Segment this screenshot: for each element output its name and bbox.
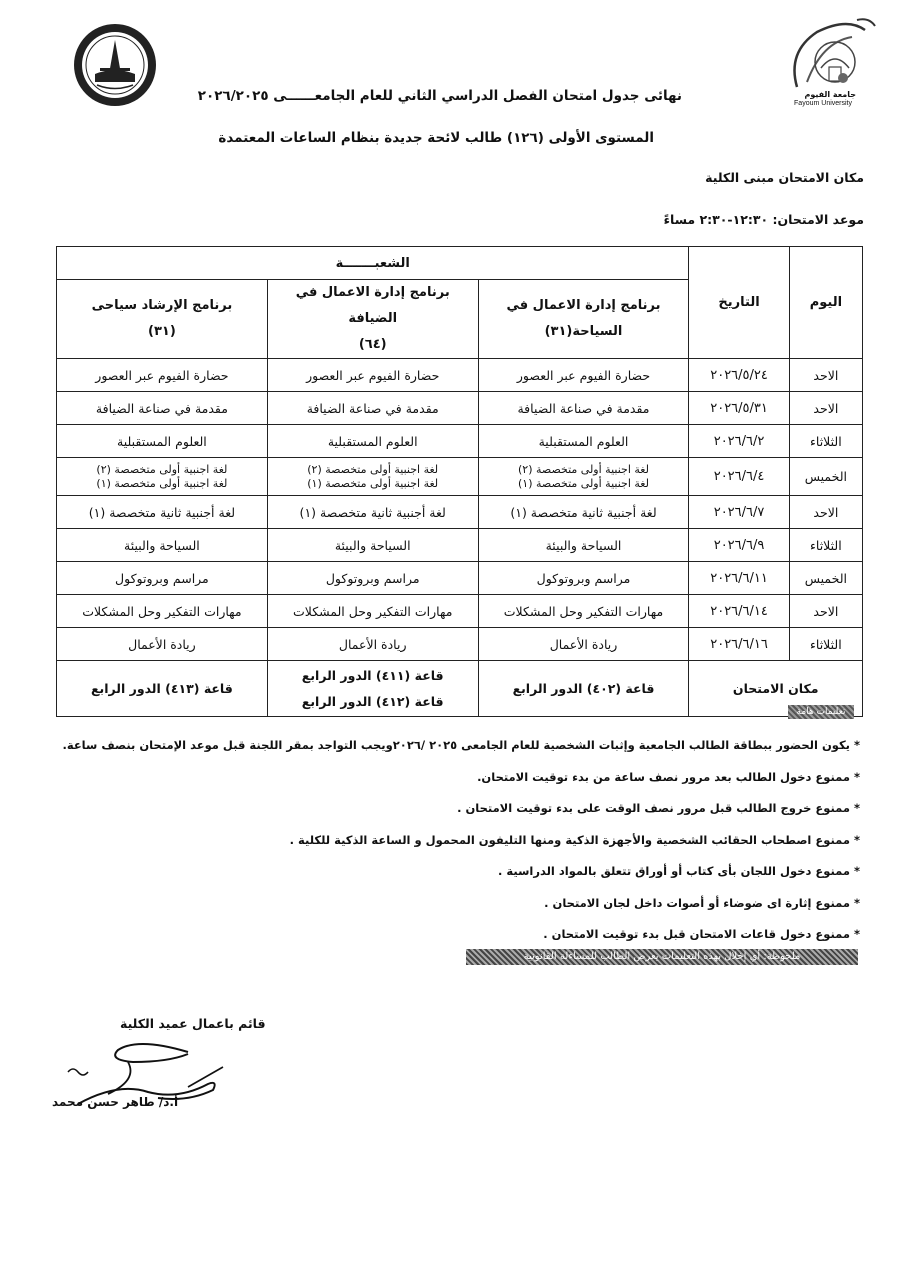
row-day: الاحد [789, 359, 862, 392]
row-day: الاحد [789, 392, 862, 425]
row-subject: السياحة والبيئة [478, 529, 689, 562]
program-count: السياحة(٣١) [544, 324, 623, 339]
level-subtitle: المستوى الأولى (١٢٦) طالب لائحة جديدة بنظام الساعات المعتمدة [218, 130, 654, 146]
exam-rooms-row [57, 661, 863, 717]
row-day: الاحد [789, 595, 862, 628]
row-day: الثلاثاء [789, 628, 862, 661]
table-row [57, 595, 863, 628]
instructions-list [60, 730, 860, 951]
row-subject [267, 458, 478, 496]
fayoum-university-logo [777, 12, 882, 107]
row-subject: مهارات التفكير وحل المشكلات [478, 595, 689, 628]
row-subject: مراسم وبروتوكول [57, 562, 268, 595]
subject-line: لغة اجنبية أولى متخصصة (١) [518, 476, 649, 490]
room-line: قاعة (٤١٢) الدور الرابع [301, 693, 444, 709]
row-date: ٢٠٢٦/٦/٤ [689, 458, 789, 496]
row-subject: السياحة والبيئة [267, 529, 478, 562]
instruction-item: * ممنوع دخول اللجان بأى كتاب أو أوراق تتعلق بالمواد الدراسية . [498, 864, 860, 878]
room-hospitality [267, 661, 478, 717]
table-row [57, 458, 863, 496]
row-subject: مهارات التفكير وحل المشكلات [57, 595, 268, 628]
table-row [57, 529, 863, 562]
faculty-seal-icon [72, 22, 158, 108]
row-day: الخميس [789, 458, 862, 496]
row-day: الاحد [789, 496, 862, 529]
subject-line: لغة اجنبية أولى متخصصة (٢) [518, 462, 649, 476]
university-name-ar: جامعة الفيوم [804, 90, 856, 99]
program-header-guidance [57, 280, 268, 359]
instruction-item: * ممنوع اصطحاب الحقائب الشخصية والأجهزة الذكية ومنها التليفون المحمول و الساعة الذكية للكلية . [289, 832, 860, 847]
row-subject: مقدمة في صناعة الضيافة [57, 392, 268, 425]
exam-place-label: مكان الامتحان [689, 661, 863, 717]
row-subject: السياحة والبيئة [57, 529, 268, 562]
table-row [57, 425, 863, 458]
row-subject: ريادة الأعمال [478, 628, 689, 661]
row-subject [478, 458, 689, 496]
subject-line: لغة اجنبية أولى متخصصة (٢) [96, 462, 228, 476]
program-name: برنامج إدارة الاعمال في [506, 298, 661, 313]
row-day: الثلاثاء [789, 529, 862, 562]
legal-note-band: ملحوظة: أي إخلال بهذه التعليمات يعرض الطالب للمساءلة القانونية [466, 949, 858, 965]
exam-schedule-table [56, 246, 863, 717]
row-subject: مقدمة في صناعة الضيافة [267, 392, 478, 425]
row-date: ٢٠٢٦/٦/٧ [689, 496, 789, 529]
program-count: (٦٤) [358, 337, 387, 352]
program-header-tourism [478, 280, 689, 359]
header-section: الشعبـــــــة [57, 247, 689, 280]
row-date: ٢٠٢٦/٦/١٦ [689, 628, 789, 661]
table-header-row [57, 247, 863, 280]
row-subject: ريادة الأعمال [267, 628, 478, 661]
row-date: ٢٠٢٦/٦/٢ [689, 425, 789, 458]
subject-line: لغة اجنبية أولى متخصصة (١) [96, 476, 228, 490]
row-subject: مقدمة في صناعة الضيافة [478, 392, 689, 425]
schedule-title: نهائى جدول امتحان الفصل الدراسي الثاني للعام الجامعــــــى ٢٠٢٦/٢٠٢٥ [197, 88, 682, 104]
table-row [57, 359, 863, 392]
exam-building: مكان الامتحان مبنى الكلية [705, 170, 864, 185]
row-day: الخميس [789, 562, 862, 595]
row-date: ٢٠٢٦/٦/١٤ [689, 595, 789, 628]
table-row [57, 496, 863, 529]
row-date: ٢٠٢٦/٦/٩ [689, 529, 789, 562]
row-subject: لغة أجنبية ثانية متخصصة (١) [478, 496, 689, 529]
instruction-item: * ممنوع إثارة اى ضوضاء أو أصوات داخل لجان الامتحان . [544, 895, 860, 910]
program-name: برنامج الإرشاد سياحى [91, 298, 233, 313]
university-name-en: Fayoum University [794, 100, 852, 107]
subject-line: لغة اجنبية أولى متخصصة (١) [307, 476, 439, 490]
row-subject: لغة أجنبية ثانية متخصصة (١) [57, 496, 268, 529]
row-day: الثلاثاء [789, 425, 862, 458]
signer-name: أ.د/ طاهر حسن محمد [52, 1095, 179, 1109]
program-name: برنامج إدارة الاعمال في الضيافة [295, 285, 450, 326]
row-subject: لغة أجنبية ثانية متخصصة (١) [267, 496, 478, 529]
faculty-seal-logo [72, 22, 158, 108]
row-subject: مراسم وبروتوكول [267, 562, 478, 595]
instruction-item: * ممنوع خروج الطالب قبل مرور نصف الوقت على بدء توقيت الامتحان . [457, 801, 860, 815]
instruction-item: * يكون الحضور ببطاقة الطالب الجامعية وإثبات الشخصية للعام الجامعى ٢٠٢٥ /٢٠٢٦ويجب التواجد بمقر اللجنة قبل موعد الإمتحان بنصف ساعة. [62, 738, 860, 752]
program-header-hospitality [267, 280, 478, 359]
program-count: (٣١) [148, 324, 176, 339]
row-date: ٢٠٢٦/٥/٢٤ [689, 359, 789, 392]
instruction-item: * ممنوع دخول قاعات الامتحان قبل بدء توقيت الامتحان . [543, 927, 860, 941]
table-row [57, 628, 863, 661]
row-subject: حضارة الفيوم عبر العصور [478, 359, 689, 392]
row-date: ٢٠٢٦/٦/١١ [689, 562, 789, 595]
room-line: قاعة (٤١١) الدور الرابع [301, 667, 444, 683]
room-guidance: قاعة (٤١٣) الدور الرابع [57, 661, 268, 717]
subject-line: لغة اجنبية أولى متخصصة (٢) [307, 462, 439, 476]
row-subject: العلوم المستقبلية [57, 425, 268, 458]
row-subject: مراسم وبروتوكول [478, 562, 689, 595]
row-subject: مهارات التفكير وحل المشكلات [267, 595, 478, 628]
instruction-item: * ممنوع دخول الطالب بعد مرور نصف ساعة من بدء توقيت الامتحان. [477, 769, 860, 784]
exam-time: موعد الامتحان: ١٢:٣٠-٢:٣٠ مساءً [663, 212, 864, 227]
header-date: التاريخ [689, 247, 789, 359]
table-row [57, 562, 863, 595]
header-day: اليوم [789, 247, 862, 359]
instructions-badge: تعليمات هامة [788, 705, 854, 719]
row-subject: العلوم المستقبلية [478, 425, 689, 458]
row-subject: حضارة الفيوم عبر العصور [57, 359, 268, 392]
row-date: ٢٠٢٦/٥/٣١ [689, 392, 789, 425]
room-tourism: قاعة (٤٠٢) الدور الرابع [478, 661, 689, 717]
row-subject: ريادة الأعمال [57, 628, 268, 661]
table-row [57, 392, 863, 425]
row-subject: العلوم المستقبلية [267, 425, 478, 458]
row-subject: حضارة الفيوم عبر العصور [267, 359, 478, 392]
row-subject [57, 458, 268, 496]
dean-title: قائم باعمال عميد الكلية [120, 1016, 266, 1031]
